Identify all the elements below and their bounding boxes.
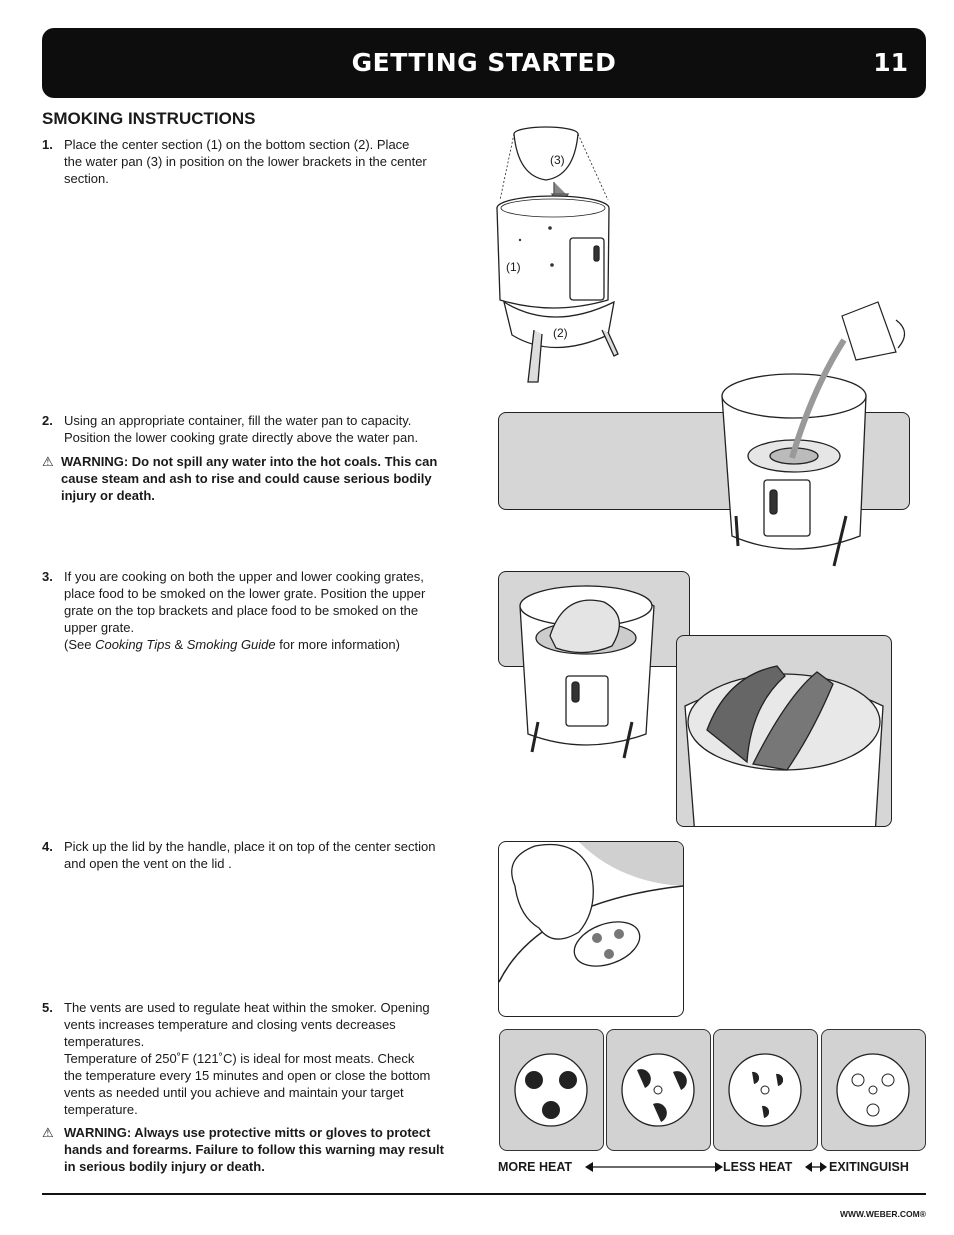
footer-url: WWW.WEBER.COM® bbox=[839, 1209, 926, 1219]
step-text-line: The vents are used to regulate heat within the smoker. Opening bbox=[64, 1000, 430, 1015]
warning-icon: ⚠ bbox=[42, 454, 54, 469]
ribs-on-grate-illustration bbox=[677, 636, 891, 826]
extinguish-arrow-icon bbox=[804, 1160, 828, 1174]
step-text-line: section. bbox=[64, 171, 109, 186]
less-heat-label: LESS HEAT bbox=[723, 1160, 793, 1174]
warning-mitts bbox=[42, 1124, 470, 1175]
step-text-line: Pick up the lid by the handle, place it on top of the center section bbox=[64, 839, 436, 854]
more-heat-label: MORE HEAT bbox=[498, 1160, 573, 1174]
step-text-line: and open the vent on the lid . bbox=[64, 856, 232, 871]
part-label-1: (1) bbox=[506, 260, 521, 274]
extinguish-label: EXITINGUISH bbox=[829, 1160, 909, 1174]
warning-text-line: hands and forearms. Failure to follow this warning may result bbox=[64, 1142, 444, 1157]
grate-lower-panel bbox=[676, 635, 892, 827]
vent-position-partial bbox=[606, 1029, 711, 1151]
part-label-2: (2) bbox=[553, 326, 568, 340]
step-text-line: Using an appropriate container, fill the water pan to capacity. bbox=[64, 413, 412, 428]
section-title: SMOKING INSTRUCTIONS bbox=[42, 109, 256, 128]
warning-text-line: WARNING: Do not spill any water into the hot coals. This can bbox=[61, 454, 438, 469]
see-reference: (See Cooking Tips & Smoking Guide for more information) bbox=[64, 637, 400, 652]
part-label-3: (3) bbox=[550, 153, 565, 167]
warning-icon: ⚠ bbox=[42, 1125, 54, 1140]
step-3 bbox=[42, 568, 467, 653]
step-5 bbox=[42, 999, 467, 1118]
step-text-line: Temperature of 250˚F (121˚C) is ideal for most meats. Check bbox=[64, 1051, 415, 1066]
step-number: 5. bbox=[42, 1000, 53, 1015]
step-text-line: grate on the top brackets and place food to be smoked on the bbox=[64, 603, 419, 618]
page-number: 11 bbox=[873, 48, 908, 77]
step-4 bbox=[42, 838, 467, 872]
step-2 bbox=[42, 412, 467, 446]
lid-vent-panel bbox=[498, 841, 684, 1017]
step-text-line: place food to be smoked on the lower grate. Position the upper bbox=[64, 586, 426, 601]
step-text-line: vents increases temperature and closing vents decreases bbox=[64, 1017, 396, 1032]
step-text-line: If you are cooking on both the upper and lower cooking grates, bbox=[64, 569, 424, 584]
warning-text-line: cause steam and ash to rise and could cause serious bodily bbox=[61, 471, 432, 486]
step-number: 2. bbox=[42, 413, 53, 428]
step-number: 3. bbox=[42, 569, 53, 584]
step-number: 4. bbox=[42, 839, 53, 854]
page-header bbox=[42, 28, 926, 98]
step-text-line: vents as needed until you achieve and maintain your target bbox=[64, 1085, 404, 1100]
vent-open-icon bbox=[500, 1030, 603, 1150]
vent-closed-icon bbox=[822, 1030, 925, 1150]
step-text-line: upper grate. bbox=[64, 620, 135, 635]
step-text-line: the temperature every 15 minutes and open or close the bottom bbox=[64, 1068, 431, 1083]
warning-text-line: in serious bodily injury or death. bbox=[64, 1159, 265, 1174]
step-number: 1. bbox=[42, 137, 53, 152]
warning-text-line: injury or death. bbox=[61, 488, 155, 503]
warning-water bbox=[42, 453, 470, 504]
warning-text-line: WARNING: Always use protective mitts or gloves to protect bbox=[64, 1125, 431, 1140]
footer-divider bbox=[42, 1193, 926, 1195]
page-title: GETTING STARTED bbox=[351, 48, 617, 77]
heat-arrow-icon bbox=[584, 1160, 724, 1174]
step-text-line: temperatures. bbox=[64, 1034, 145, 1049]
vent-position-open bbox=[499, 1029, 604, 1151]
step-text-line: temperature. bbox=[64, 1102, 138, 1117]
vent-partial-icon bbox=[607, 1030, 710, 1150]
vent-position-less bbox=[713, 1029, 818, 1151]
hand-opening-lid-vent-illustration bbox=[499, 842, 683, 1016]
step-text-line: the water pan (3) in position on the lower brackets in the center bbox=[64, 154, 427, 169]
step-text-line: Place the center section (1) on the bottom section (2). Place bbox=[64, 137, 410, 152]
step-1 bbox=[42, 136, 467, 187]
vent-position-closed bbox=[821, 1029, 926, 1151]
step-text-line: Position the lower cooking grate directly above the water pan. bbox=[64, 430, 419, 445]
smoker-upper-grate-illustration bbox=[508, 572, 668, 768]
fill-water-pan-illustration bbox=[716, 300, 916, 580]
vent-less-icon bbox=[714, 1030, 817, 1150]
